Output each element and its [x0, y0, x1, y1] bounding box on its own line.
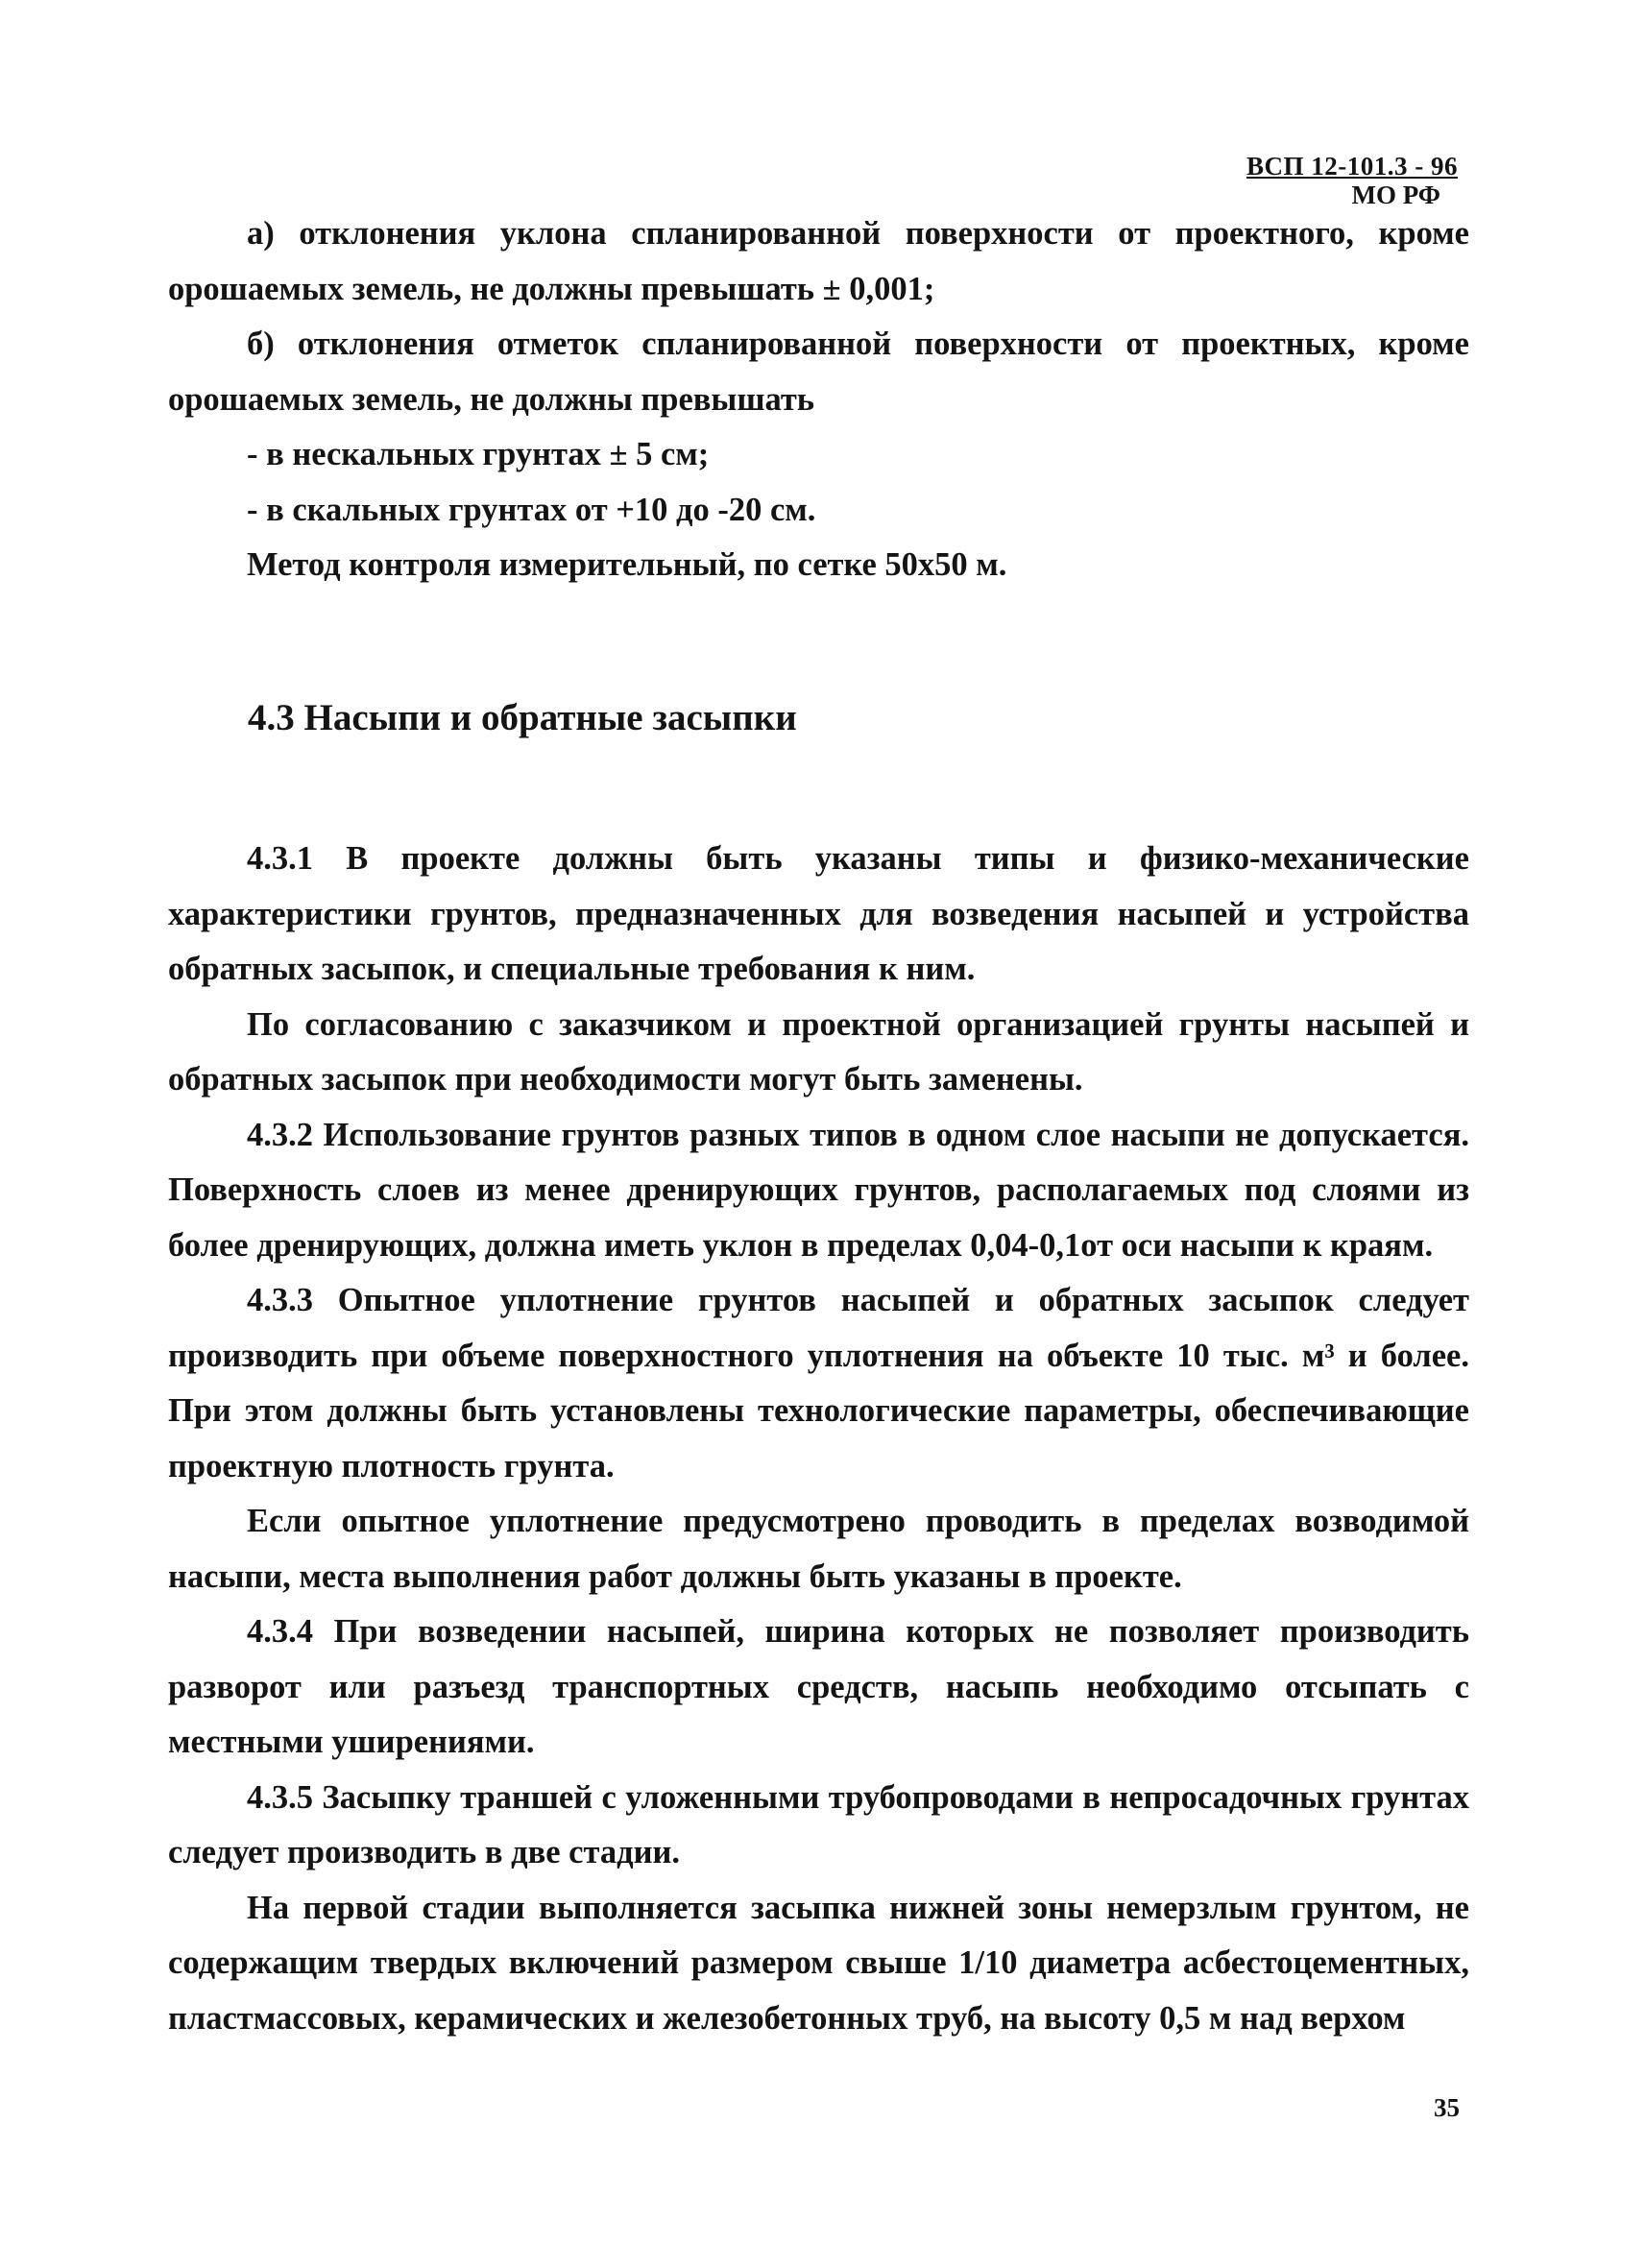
paragraph-first-stage: На первой стадии выполняется засыпка нижней зоны немерзлым грунтом, не содержащим твердых включений размером свыше 1/10 диаметра асбестоцементных, пластмассовых, керамических и железобетонных труб, на высоту 0,5 м над верхом: [168, 1889, 1469, 2037]
section-paragraphs: [168, 832, 1469, 2046]
top-paragraphs: [168, 206, 1469, 593]
standard-code: ВСП 12-101.3 - 96: [1246, 152, 1458, 181]
paragraph-b: б) отклонения отметок спланированной поверхности от проектных, кроме орошаемых земель, не должны превышать: [168, 326, 1469, 418]
page-number: 35: [1434, 2093, 1460, 2122]
section-title: 4.3 Насыпи и обратные засыпки: [248, 697, 797, 738]
paragraph-control-method: Метод контроля измерительный, по сетке 50х50 м.: [247, 546, 1007, 583]
paragraph-4-3-5: 4.3.5 Засыпку траншей с уложенными трубопроводами в непросадочных грунтах следует производить в две стадии.: [168, 1778, 1469, 1870]
list-item-nonrock: - в нескальных грунтах ± 5 см;: [247, 436, 710, 472]
paragraph-trial-compaction: Если опытное уплотнение предусмотрено проводить в пределах возводимой насыпи, места выполнения работ должны быть указаны в проекте.: [168, 1503, 1469, 1595]
paragraph-agreement: По согласованию с заказчиком и проектной организацией грунты насыпей и обратных засыпок при необходимости могут быть заменены.: [168, 1005, 1469, 1098]
paragraph-4-3-3: 4.3.3 Опытное уплотнение грунтов насыпей и обратных засыпок следует производить при объеме поверхностного уплотнения на объекте 10 тыс. м³ и более. При этом должны быть установлены технологические параметры, обеспечивающие проектную плотность грунта.: [168, 1282, 1469, 1484]
document-header: [1246, 152, 1458, 209]
organization-label: МО РФ: [1351, 181, 1440, 209]
paragraph-4-3-2: 4.3.2 Использование грунтов разных типов в одном слое насыпи не допускается. Поверхность слоев из менее дренирующих грунтов, располагаемых под слоями из более дренирующих, должна иметь уклон в пределах 0,04-0,1от оси насыпи к краям.: [168, 1116, 1469, 1264]
paragraph-a: а) отклонения уклона спланированной поверхности от проектного, кроме орошаемых земель, не должны превышать ± 0,001;: [168, 215, 1469, 307]
list-item-rock: - в скальных грунтах от +10 до -20 см.: [247, 491, 816, 528]
paragraph-4-3-4: 4.3.4 При возведении насыпей, ширина которых не позволяет производить разворот или разъезд транспортных средств, насыпь необходимо отсыпать с местными уширениями.: [168, 1613, 1469, 1760]
paragraph-4-3-1: 4.3.1 В проекте должны быть указаны типы и физико-механические характеристики грунтов, предназначенных для возведения насыпей и устройства обратных засыпок, и специальные требования к ним.: [168, 840, 1469, 987]
